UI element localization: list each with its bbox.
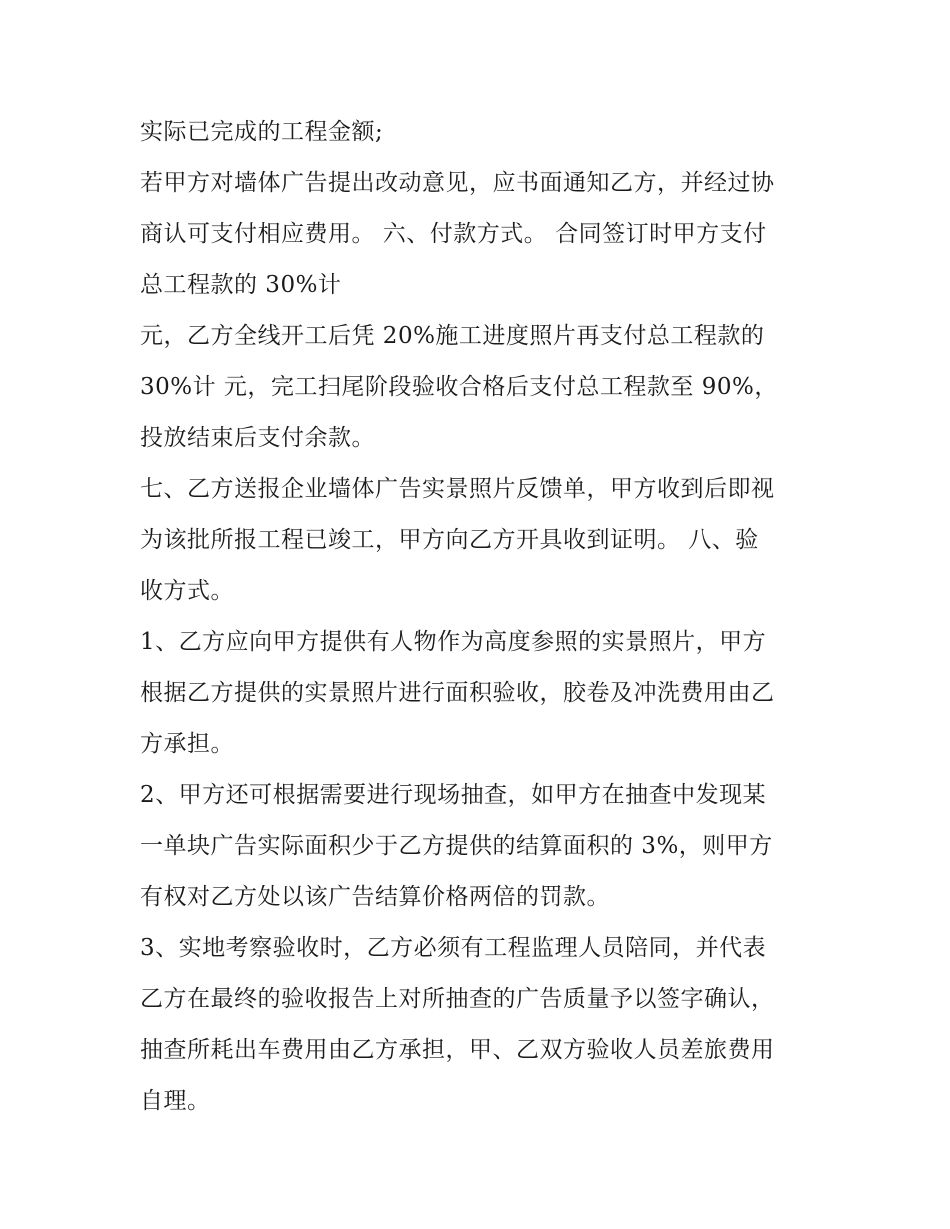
text-line: 总工程款的 30%计	[140, 272, 342, 298]
text-line: 有权对乙方处以该广告结算价格两倍的罚款。	[140, 884, 610, 910]
text-line: 投放结束后支付余款。	[140, 425, 375, 451]
text-line: 为该批所报工程已竣工，甲方向乙方开具收到证明。 八、验	[140, 527, 759, 553]
text-line: 自理。	[140, 1088, 211, 1114]
text-line: 七、乙方送报企业墙体广告实景照片反馈单，甲方收到后即视	[140, 476, 775, 502]
text-line: 一单块广告实际面积少于乙方提供的结算面积的 3%，则甲方	[140, 833, 773, 859]
text-line: 30%计 元，完工扫尾阶段验收合格后支付总工程款至 90%，	[140, 374, 778, 400]
text-line: 方承担。	[140, 731, 234, 757]
text-line: 2、甲方还可根据需要进行现场抽查，如甲方在抽查中发现某	[140, 782, 767, 808]
text-line: 乙方在最终的验收报告上对所抽查的广告质量予以签字确认，	[140, 986, 775, 1012]
text-line: 元，乙方全线开工后凭 20%施工进度照片再支付总工程款的	[140, 323, 765, 349]
document-body	[140, 107, 820, 1127]
text-line: 实际已完成的工程金额;	[140, 119, 384, 145]
text-line: 3、实地考察验收时，乙方必须有工程监理人员陪同，并代表	[140, 935, 767, 961]
text-line: 抽查所耗出车费用由乙方承担，甲、乙双方验收人员差旅费用	[140, 1037, 775, 1063]
text-line: 1、乙方应向甲方提供有人物作为高度参照的实景照片，甲方	[140, 629, 767, 655]
text-line: 若甲方对墙体广告提出改动意见，应书面通知乙方，并经过协	[140, 170, 775, 196]
text-line: 商认可支付相应费用。 六、付款方式。 合同签订时甲方支付	[140, 221, 767, 247]
text-line: 收方式。	[140, 578, 234, 604]
text-line: 根据乙方提供的实景照片进行面积验收，胶卷及冲洗费用由乙	[140, 680, 775, 706]
